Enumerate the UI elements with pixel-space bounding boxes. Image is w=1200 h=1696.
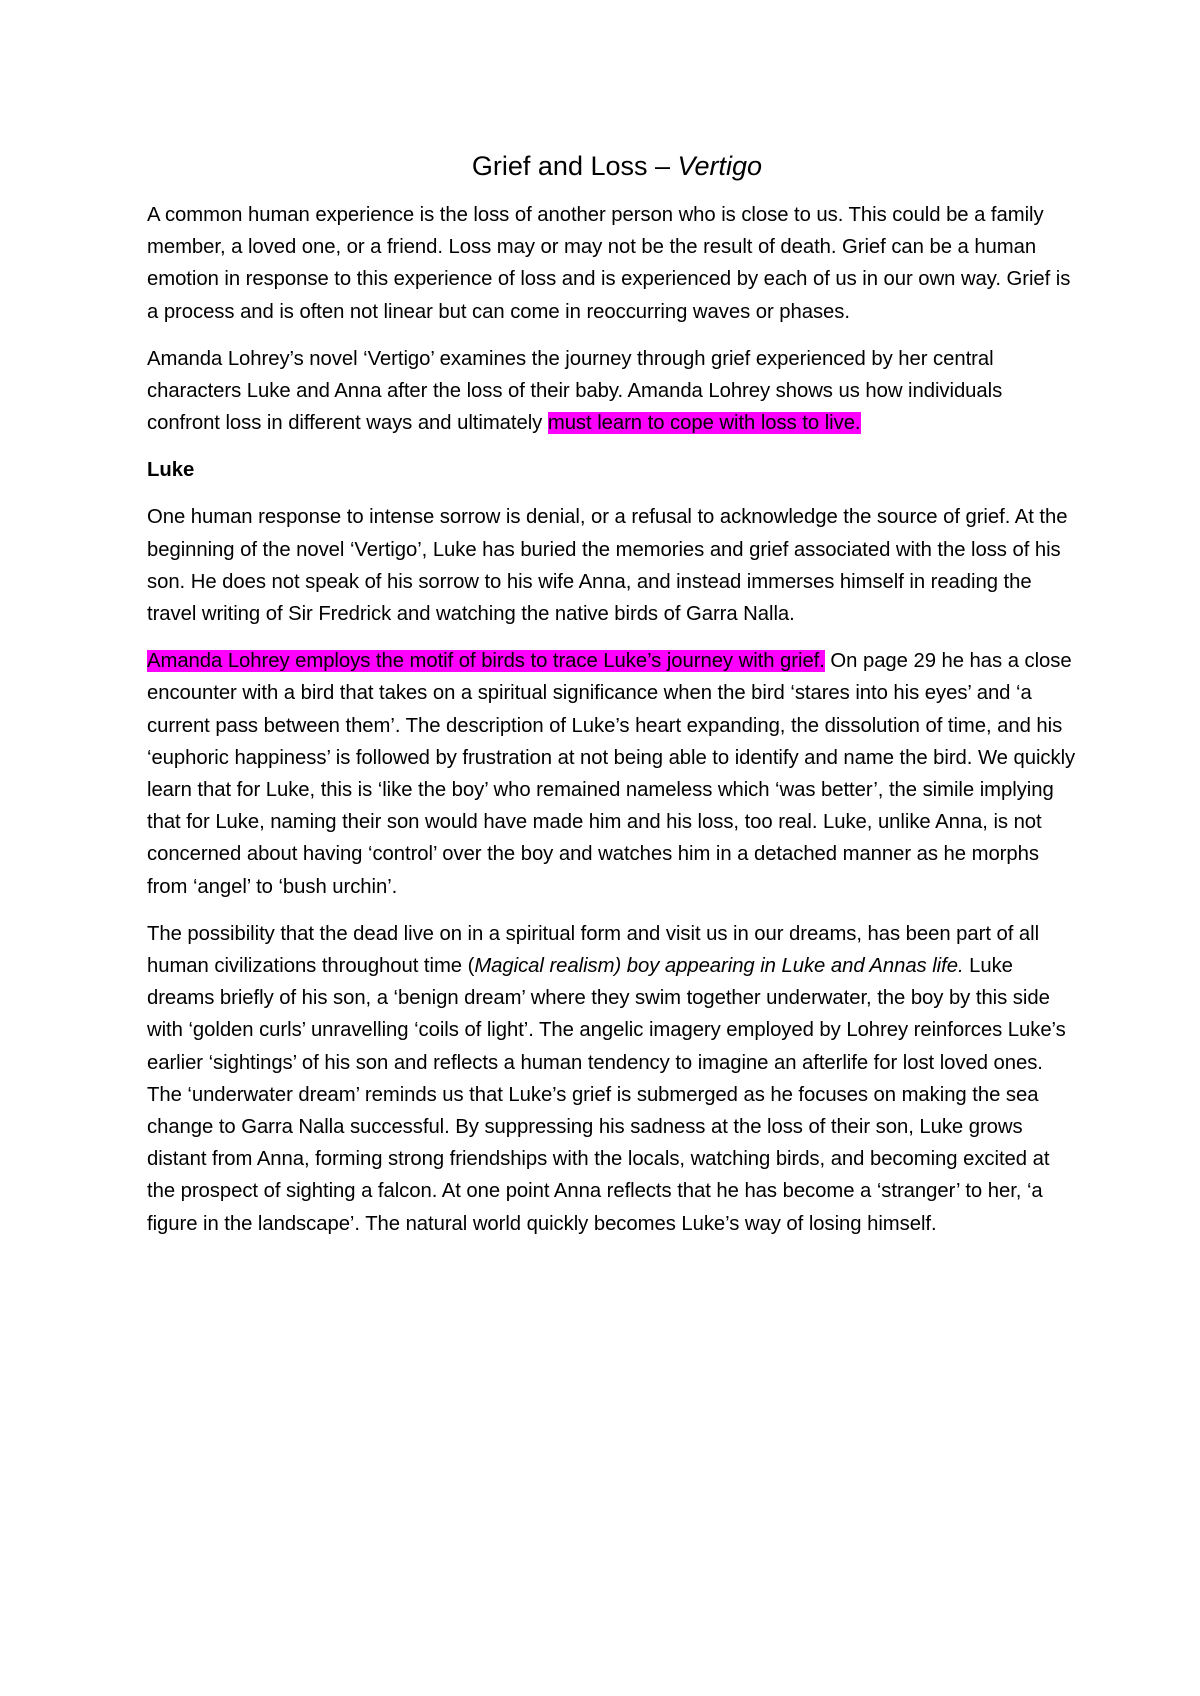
paragraph-thesis xyxy=(147,343,1077,440)
birds-motif-highlight: Amanda Lohrey employs the motif of birds to trace Luke’s journey with grief. xyxy=(147,650,825,673)
paragraph-birds-motif xyxy=(147,645,1077,903)
thesis-text: Amanda Lohrey’s novel ‘Vertigo’ examines the journey through grief experienced by her central characters Luke and Anna after the loss of their baby. Amanda Lohrey shows us how individuals confront loss in different ways and ultimately xyxy=(147,347,1003,435)
document-title xyxy=(147,146,1077,186)
paragraph-dreams xyxy=(147,918,1077,1240)
dreams-text-start: The possibility that the dead live on in a spiritual form and visit us in our dreams, has been part of all human civilizations throughout time ( xyxy=(147,922,1040,978)
dreams-italic-note: Magical realism) boy appearing in Luke and Annas life. xyxy=(474,955,964,978)
thesis-highlight: must learn to cope with loss to live. xyxy=(547,412,861,435)
dreams-text-end: Luke dreams briefly of his son, a ‘benign dream’ where they swim together underwater, the boy by this side with ‘golden curls’ unravelling ‘coils of light’. The angelic imagery employed by Lohrey reinforces Luke’s earlier ‘sightings’ of his son and reflects a human tendency to imagine an afterlife for lost loved ones. The ‘underwater dream’ reminds us that Luke’s grief is submerged as he focuses on making the sea change to Garra Nalla successful. By suppressing his sadness at the loss of their son, Luke grows distant from Anna, forming strong friendships with the locals, watching birds, and becoming excited at the prospect of sighting a falcon. At one point Anna reflects that he has become a ‘stranger’ to her, ‘a figure in the landscape’. The natural world quickly becomes Luke’s way of losing himself. xyxy=(147,955,1066,1235)
paragraph-denial: One human response to intense sorrow is denial, or a refusal to acknowledge the source of grief. At the beginning of the novel ‘Vertigo’, Luke has buried the memories and grief associated with the loss of his son. He does not speak of his sorrow to his wife Anna, and instead immerses himself in reading the travel writing of Sir Fredrick and watching the native birds of Garra Nalla. xyxy=(147,506,1068,626)
paragraph-intro: A common human experience is the loss of another person who is close to us. This could be a family member, a loved one, or a friend. Loss may or may not be the result of death. Grief can be a human emotion in response to this experience of loss and is experienced by each of us in our own way. Grief is a process and is often not linear but can come in reoccurring waves or phases. xyxy=(147,204,1071,323)
title-italic: Vertigo xyxy=(677,151,763,181)
section-heading-luke: Luke xyxy=(147,459,195,482)
document-body xyxy=(147,146,1077,1255)
title-main: Grief and Loss – xyxy=(471,151,678,181)
birds-motif-text: On page 29 he has a close encounter with a bird that takes on a spiritual significance when the bird ‘stares into his eyes’ and ‘a current pass between them’. The description of Luke’s heart expanding, the dissolution of time, and his ‘euphoric happiness’ is followed by frustration at not being able to identify and name the bird. We quickly learn that for Luke, this is ‘like the boy’ who remained nameless which ‘was better’, the simile implying that for Luke, naming their son would have made him and his loss, too real. Luke, unlike Anna, is not concerned about having ‘control’ over the boy and watches him in a detached manner as he morphs from ‘angel’ to ‘bush urchin’. xyxy=(147,650,1076,898)
